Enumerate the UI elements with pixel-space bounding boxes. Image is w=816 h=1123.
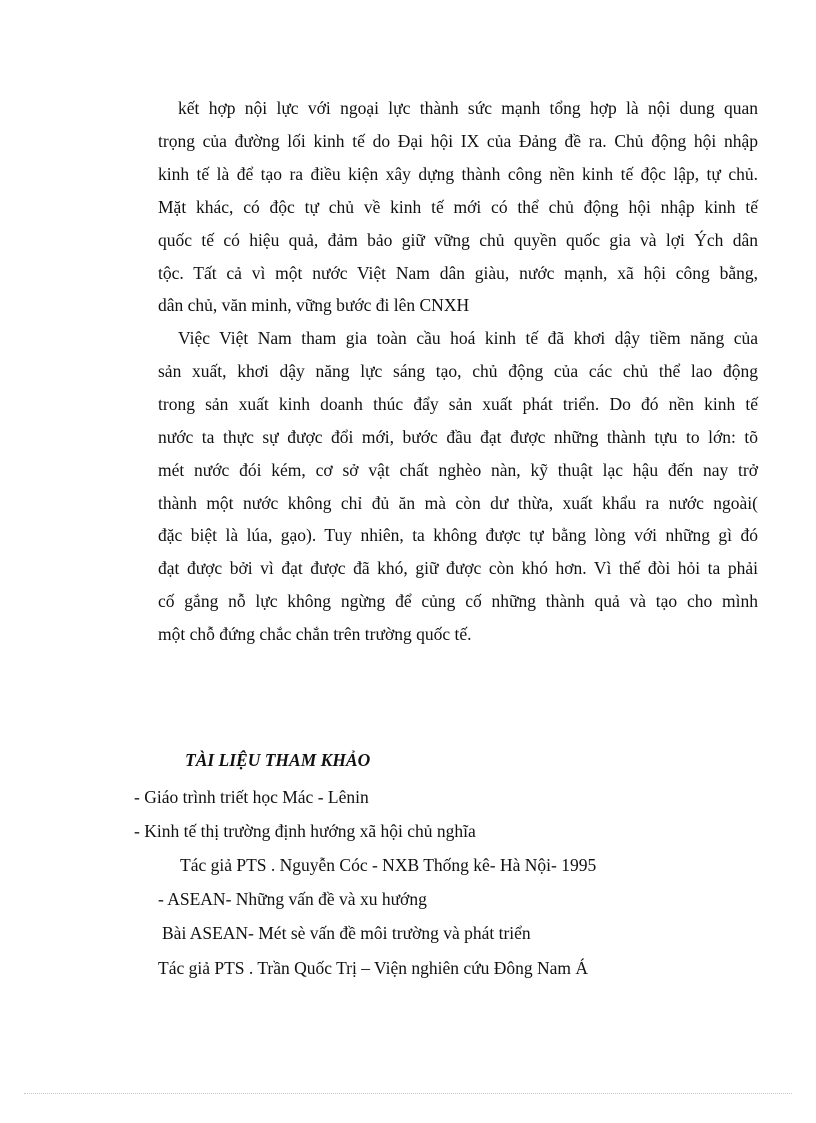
paragraph-line: kinh tế là để tạo ra điều kiện xây dựng thành công nền kinh tế độc lập, tự chủ.: [158, 164, 758, 184]
reference-item: Bài ASEAN- Mét sè vấn đề môi trường và phát triển: [162, 923, 531, 943]
paragraph-line: dân chủ, văn minh, vững bước đi lên CNXH: [158, 295, 470, 315]
paragraph-line: nước ta thực sự được đổi mới, bước đầu đạt được những thành tựu to lớn: tõ: [158, 427, 758, 447]
paragraph-line: kết hợp nội lực với ngoại lực thành sức mạnh tổng hợp là nội dung quan: [178, 98, 758, 118]
paragraph-line: tộc. Tất cả vì một nước Việt Nam dân giàu, nước mạnh, xã hội công bằng,: [158, 263, 758, 283]
page-bottom-divider: [24, 1093, 792, 1094]
reference-author-line: Tác giả PTS . Nguyễn Cóc - NXB Thống kê- Hà Nội- 1995: [180, 855, 597, 875]
paragraph-line: đạt được bởi vì đạt được đã khó, giữ được còn khó hơn. Vì thế đòi hỏi ta phải: [158, 558, 758, 578]
paragraph-line: trọng của đường lối kinh tế do Đại hội IX của Đảng đề ra. Chủ động hội nhập: [158, 131, 758, 151]
paragraph-line: mét nước đói kém, cơ sở vật chất nghèo nàn, kỹ thuật lạc hậu đến nay trở: [158, 460, 758, 480]
paragraph-line: quốc tế có hiệu quả, đảm bảo giữ vững chủ quyền quốc gia và lợi Ých dân: [158, 230, 758, 250]
reference-item: - Kinh tế thị trường định hướng xã hội chủ nghĩa: [134, 821, 476, 841]
paragraph-line: trong sản xuất kinh doanh thúc đẩy sản xuất phát triển. Do đó nền kinh tế: [158, 394, 758, 414]
paragraph-line: sản xuất, khơi dậy năng lực sáng tạo, chủ động của các chủ thể lao động: [158, 361, 758, 381]
paragraph-line: thành một nước không chỉ đủ ăn mà còn dư thừa, xuất khẩu ra nước ngoài(: [158, 493, 758, 513]
paragraph-line: cố gắng nỗ lực không ngừng để củng cố những thành quả và tạo cho mình: [158, 591, 758, 611]
paragraph-line: Việc Việt Nam tham gia toàn cầu hoá kinh tế đã khơi dậy tiềm năng của: [178, 328, 758, 348]
references-heading: TÀI LIỆU THAM KHẢO: [185, 750, 371, 770]
paragraph-line: đặc biệt là lúa, gạo). Tuy nhiên, ta không được tự bằng lòng với những gì đó: [158, 525, 758, 545]
reference-item: - Giáo trình triết học Mác - Lênin: [134, 787, 369, 807]
paragraph-line: một chỗ đứng chắc chắn trên trường quốc tế.: [158, 624, 472, 644]
reference-author-line: Tác giả PTS . Trần Quốc Trị – Viện nghiên cứu Đông Nam Á: [158, 958, 589, 978]
reference-item: - ASEAN- Những vấn đề và xu hướng: [158, 889, 427, 909]
paragraph-line: Mặt khác, có độc tự chủ về kinh tế mới có thể chủ động hội nhập kinh tế: [158, 197, 758, 217]
